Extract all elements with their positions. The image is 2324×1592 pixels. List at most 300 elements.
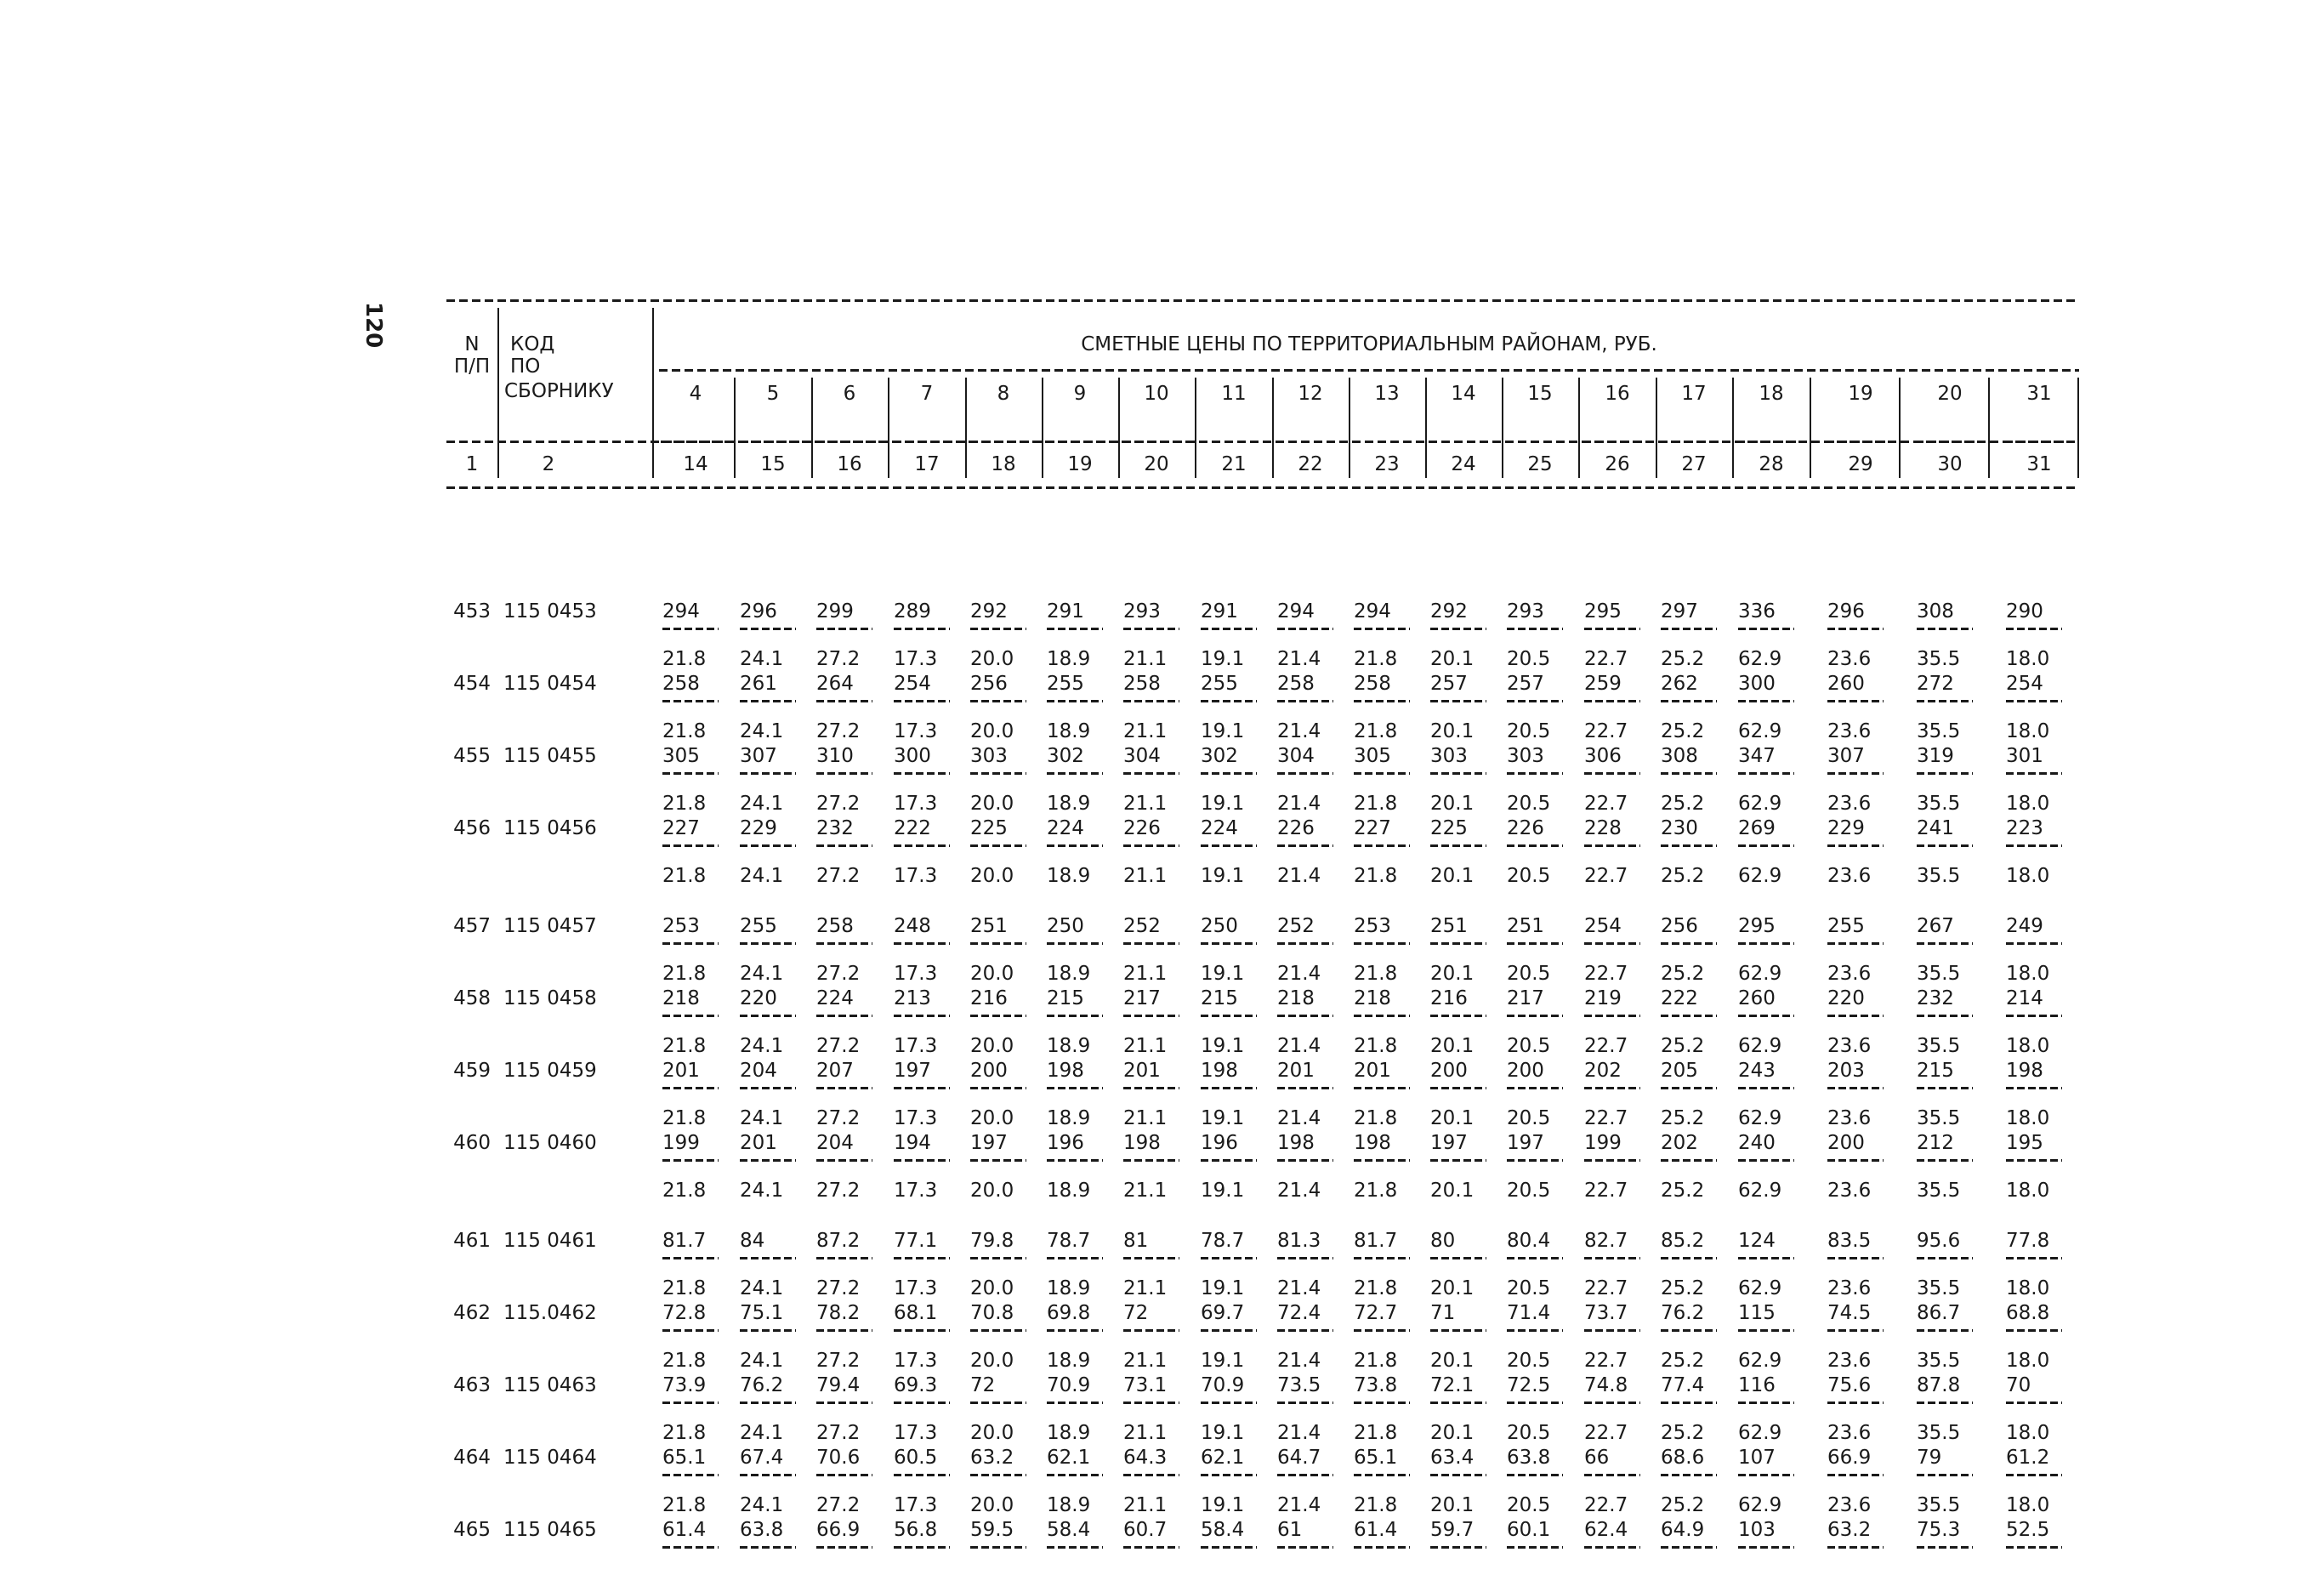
price-cell: 75.1: [740, 1302, 784, 1324]
denominator-cell: 19.1: [1201, 1422, 1245, 1444]
denominator-cell: 18.9: [1047, 648, 1091, 670]
fraction-bar: [1507, 1015, 1563, 1017]
fraction-bar: [1354, 1087, 1410, 1089]
fraction-bar: [1584, 1087, 1640, 1089]
region-number: 12: [1298, 383, 1323, 405]
region-number: 16: [1605, 383, 1630, 405]
fraction-bar: [740, 942, 796, 945]
row-number: 462: [453, 1302, 491, 1324]
fraction-bar: [1917, 1329, 1973, 1332]
fraction-bar: [816, 1015, 872, 1017]
denominator-cell: 18.0: [2006, 865, 2050, 887]
fraction-bar: [970, 942, 1026, 945]
fraction-bar: [1738, 700, 1794, 702]
col-divider: [1118, 378, 1120, 478]
row-code: 115 0457: [503, 915, 597, 937]
price-cell: 69.8: [1047, 1302, 1091, 1324]
price-cell: 68.1: [894, 1302, 938, 1324]
fraction-bar: [662, 1329, 719, 1332]
denominator-cell: 22.7: [1584, 1422, 1628, 1444]
fraction-bar: [1277, 1087, 1333, 1089]
denominator-cell: 23.6: [1827, 865, 1872, 887]
price-cell: 64.3: [1123, 1447, 1168, 1469]
region-number: 20: [1937, 383, 1963, 405]
price-cell: 307: [1827, 745, 1865, 767]
denominator-cell: 18.9: [1047, 793, 1091, 815]
denominator-cell: 21.4: [1277, 1422, 1321, 1444]
denominator-cell: 21.1: [1123, 1350, 1168, 1372]
col-divider: [1656, 378, 1657, 478]
price-cell: 198: [1123, 1132, 1161, 1154]
fraction-bar: [1507, 1402, 1563, 1404]
denominator-cell: 21.1: [1123, 648, 1168, 670]
fraction-bar: [816, 844, 872, 847]
denominator-cell: 27.2: [816, 1350, 861, 1372]
denominator-cell: 20.5: [1507, 1180, 1551, 1202]
fraction-bar: [1827, 1257, 1884, 1259]
denominator-cell: 18.0: [2006, 1035, 2050, 1057]
denominator-cell: 22.7: [1584, 793, 1628, 815]
denominator-cell: 25.2: [1661, 1350, 1705, 1372]
denominator-cell: 19.1: [1201, 1035, 1245, 1057]
price-cell: 204: [816, 1132, 854, 1154]
price-cell: 259: [1584, 673, 1622, 695]
denominator-cell: 23.6: [1827, 1107, 1872, 1129]
fraction-bar: [970, 1546, 1026, 1549]
fraction-bar: [1277, 1546, 1333, 1549]
price-cell: 198: [2006, 1060, 2043, 1082]
price-cell: 240: [1738, 1132, 1776, 1154]
fraction-bar: [1123, 1159, 1179, 1162]
fraction-bar: [970, 844, 1026, 847]
fraction-bar: [2006, 942, 2062, 945]
col-rule: [1915, 441, 1985, 443]
fraction-bar: [894, 1546, 950, 1549]
fraction-bar: [1123, 1546, 1179, 1549]
fraction-bar: [1123, 1087, 1179, 1089]
fraction-bar: [894, 1087, 950, 1089]
denominator-cell: 18.9: [1047, 865, 1091, 887]
region-column-number: 19: [1067, 453, 1093, 475]
fraction-bar: [1354, 1015, 1410, 1017]
price-cell: 261: [740, 673, 777, 695]
row-code: 115 0454: [503, 673, 597, 695]
price-cell: 295: [1584, 600, 1622, 623]
fraction-bar: [1201, 844, 1257, 847]
region-number: 10: [1144, 383, 1169, 405]
denominator-cell: 21.4: [1277, 1180, 1321, 1202]
price-cell: 303: [970, 745, 1008, 767]
price-cell: 69.7: [1201, 1302, 1245, 1324]
denominator-cell: 21.1: [1123, 865, 1168, 887]
price-cell: 296: [740, 600, 777, 623]
col-rule: [1505, 441, 1575, 443]
price-cell: 254: [1584, 915, 1622, 937]
fraction-bar: [1738, 942, 1794, 945]
fraction-bar: [1917, 700, 1973, 702]
fraction-bar: [1507, 1546, 1563, 1549]
denominator-cell: 20.5: [1507, 793, 1551, 815]
col-rule: [1429, 441, 1498, 443]
fraction-bar: [816, 1474, 872, 1476]
price-cell: 71: [1430, 1302, 1456, 1324]
fraction-bar: [662, 1159, 719, 1162]
denominator-cell: 27.2: [816, 1180, 861, 1202]
price-cell: 255: [1201, 673, 1238, 695]
denominator-cell: 21.1: [1123, 1035, 1168, 1057]
denominator-cell: 21.4: [1277, 1277, 1321, 1299]
price-cell: 67.4: [740, 1447, 784, 1469]
fraction-bar: [740, 700, 796, 702]
denominator-cell: 24.1: [740, 1350, 784, 1372]
price-cell: 347: [1738, 745, 1776, 767]
fraction-bar: [1430, 1159, 1486, 1162]
price-cell: 253: [1354, 915, 1391, 937]
price-cell: 70.9: [1047, 1374, 1091, 1396]
col-divider: [1732, 378, 1734, 478]
fraction-bar: [1738, 1087, 1794, 1089]
region-column-number: 25: [1527, 453, 1553, 475]
fraction-bar: [1430, 1329, 1486, 1332]
fraction-bar: [1123, 942, 1179, 945]
price-cell: 243: [1738, 1060, 1776, 1082]
denominator-cell: 20.5: [1507, 1277, 1551, 1299]
denominator-cell: 17.3: [894, 1422, 938, 1444]
denominator-cell: 21.8: [662, 1107, 707, 1129]
fraction-bar: [662, 1402, 719, 1404]
denominator-cell: 24.1: [740, 1180, 784, 1202]
denominator-cell: 62.9: [1738, 793, 1782, 815]
fraction-bar: [1430, 1015, 1486, 1017]
region-column-number: 31: [2026, 453, 2052, 475]
price-cell: 260: [1827, 673, 1865, 695]
price-cell: 205: [1661, 1060, 1698, 1082]
fraction-bar: [1661, 772, 1717, 775]
price-cell: 304: [1123, 745, 1161, 767]
price-cell: 204: [740, 1060, 777, 1082]
denominator-cell: 19.1: [1201, 1350, 1245, 1372]
region-column-number: 18: [991, 453, 1016, 475]
denominator-cell: 25.2: [1661, 1422, 1705, 1444]
denominator-cell: 18.9: [1047, 1277, 1091, 1299]
price-cell: 95.6: [1917, 1230, 1961, 1252]
price-cell: 294: [1354, 600, 1391, 623]
fraction-bar: [1354, 1474, 1410, 1476]
price-cell: 293: [1507, 600, 1544, 623]
fraction-bar: [1047, 1159, 1103, 1162]
fraction-bar: [970, 628, 1026, 630]
row-number: 461: [453, 1230, 491, 1252]
price-cell: 308: [1917, 600, 1954, 623]
denominator-cell: 18.9: [1047, 1350, 1091, 1372]
price-cell: 70: [2006, 1374, 2031, 1396]
denominator-cell: 27.2: [816, 1107, 861, 1129]
price-cell: 72.1: [1430, 1374, 1475, 1396]
fraction-bar: [1354, 1329, 1410, 1332]
price-cell: 85.2: [1661, 1230, 1705, 1252]
price-cell: 214: [2006, 987, 2043, 1009]
col-divider: [1349, 378, 1350, 478]
fraction-bar: [1917, 1087, 1973, 1089]
fraction-bar: [894, 628, 950, 630]
denominator-cell: 17.3: [894, 1494, 938, 1516]
denominator-cell: 21.8: [1354, 963, 1398, 985]
price-cell: 63.8: [1507, 1447, 1551, 1469]
denominator-cell: 18.0: [2006, 1180, 2050, 1202]
price-cell: 59.5: [970, 1519, 1014, 1541]
fraction-bar: [1201, 628, 1257, 630]
price-cell: 198: [1354, 1132, 1391, 1154]
col-divider: [1042, 378, 1043, 478]
price-cell: 72: [970, 1374, 996, 1396]
price-cell: 73.8: [1354, 1374, 1398, 1396]
denominator-cell: 24.1: [740, 963, 784, 985]
fraction-bar: [1354, 1257, 1410, 1259]
denominator-cell: 19.1: [1201, 648, 1245, 670]
price-cell: 216: [1430, 987, 1468, 1009]
price-cell: 256: [1661, 915, 1698, 937]
price-cell: 60.1: [1507, 1519, 1551, 1541]
price-cell: 215: [1917, 1060, 1954, 1082]
denominator-cell: 20.5: [1507, 720, 1551, 742]
price-cell: 260: [1738, 987, 1776, 1009]
row-code: 115 0461: [503, 1230, 597, 1252]
price-cell: 252: [1123, 915, 1161, 937]
price-cell: 73.5: [1277, 1374, 1321, 1396]
denominator-cell: 20.1: [1430, 1350, 1475, 1372]
fraction-bar: [1201, 1257, 1257, 1259]
price-cell: 291: [1047, 600, 1084, 623]
price-cell: 264: [816, 673, 854, 695]
fraction-bar: [816, 628, 872, 630]
denominator-cell: 24.1: [740, 865, 784, 887]
denominator-cell: 22.7: [1584, 648, 1628, 670]
denominator-cell: 18.0: [2006, 1494, 2050, 1516]
fraction-bar: [1661, 1257, 1717, 1259]
price-cell: 255: [1047, 673, 1084, 695]
fraction-bar: [1661, 1474, 1717, 1476]
denominator-cell: 25.2: [1661, 1035, 1705, 1057]
fraction-bar: [816, 700, 872, 702]
fraction-bar: [1277, 1257, 1333, 1259]
price-cell: 196: [1047, 1132, 1084, 1154]
denominator-cell: 20.5: [1507, 963, 1551, 985]
denominator-cell: 62.9: [1738, 1035, 1782, 1057]
denominator-cell: 62.9: [1738, 1494, 1782, 1516]
price-cell: 70.6: [816, 1447, 861, 1469]
region-column-number: 20: [1144, 453, 1169, 475]
denominator-cell: 20.1: [1430, 648, 1475, 670]
fraction-bar: [1047, 844, 1103, 847]
fraction-bar: [1584, 1159, 1640, 1162]
price-cell: 258: [1123, 673, 1161, 695]
price-cell: 77.8: [2006, 1230, 2050, 1252]
price-cell: 199: [1584, 1132, 1622, 1154]
fraction-bar: [1277, 1329, 1333, 1332]
fraction-bar: [662, 628, 719, 630]
price-cell: 257: [1430, 673, 1468, 695]
price-cell: 198: [1277, 1132, 1315, 1154]
col-number: 1: [465, 453, 479, 475]
fraction-bar: [1507, 628, 1563, 630]
price-cell: 197: [970, 1132, 1008, 1154]
fraction-bar: [740, 1015, 796, 1017]
price-cell: 336: [1738, 600, 1776, 623]
denominator-cell: 21.8: [1354, 1350, 1398, 1372]
denominator-cell: 18.0: [2006, 648, 2050, 670]
col-rule: [1826, 441, 1895, 443]
denominator-cell: 20.1: [1430, 963, 1475, 985]
denominator-cell: 23.6: [1827, 1180, 1872, 1202]
price-cell: 79: [1917, 1447, 1942, 1469]
denominator-cell: 22.7: [1584, 1494, 1628, 1516]
denominator-cell: 62.9: [1738, 1107, 1782, 1129]
price-cell: 72: [1123, 1302, 1149, 1324]
fraction-bar: [1738, 1159, 1794, 1162]
price-cell: 295: [1738, 915, 1776, 937]
price-cell: 86.7: [1917, 1302, 1961, 1324]
fraction-bar: [894, 1015, 950, 1017]
denominator-cell: 27.2: [816, 1277, 861, 1299]
fraction-bar: [894, 1402, 950, 1404]
denominator-cell: 21.1: [1123, 793, 1168, 815]
denominator-cell: 23.6: [1827, 1035, 1872, 1057]
price-cell: 60.5: [894, 1447, 938, 1469]
price-cell: 226: [1123, 817, 1161, 839]
price-cell: 212: [1917, 1132, 1954, 1154]
fraction-bar: [1738, 1546, 1794, 1549]
denominator-cell: 18.0: [2006, 963, 2050, 985]
denominator-cell: 25.2: [1661, 963, 1705, 985]
fraction-bar: [1123, 628, 1179, 630]
denominator-cell: 23.6: [1827, 1350, 1872, 1372]
fraction-bar: [1827, 1015, 1884, 1017]
region-number: 14: [1451, 383, 1476, 405]
col-rule: [1276, 441, 1345, 443]
denominator-cell: 62.9: [1738, 1422, 1782, 1444]
denominator-cell: 17.3: [894, 1107, 938, 1129]
col-divider: [965, 378, 967, 478]
fraction-bar: [970, 1087, 1026, 1089]
fraction-bar: [662, 1087, 719, 1089]
denominator-cell: 20.0: [970, 865, 1014, 887]
denominator-cell: 18.9: [1047, 1107, 1091, 1129]
price-cell: 72.8: [662, 1302, 707, 1324]
denominator-cell: 62.9: [1738, 1277, 1782, 1299]
price-cell: 310: [816, 745, 854, 767]
price-cell: 81: [1123, 1230, 1149, 1252]
fraction-bar: [1584, 1329, 1640, 1332]
region-number: 8: [997, 383, 1010, 405]
denominator-cell: 21.8: [662, 1350, 707, 1372]
price-cell: 58.4: [1201, 1519, 1245, 1541]
fraction-bar: [1201, 1474, 1257, 1476]
price-cell: 224: [1047, 817, 1084, 839]
fraction-bar: [1507, 1257, 1563, 1259]
price-cell: 199: [662, 1132, 700, 1154]
denominator-cell: 22.7: [1584, 1035, 1628, 1057]
fraction-bar: [1430, 1546, 1486, 1549]
denominator-cell: 21.8: [662, 1035, 707, 1057]
price-cell: 300: [894, 745, 931, 767]
price-cell: 252: [1277, 915, 1315, 937]
denominator-cell: 18.0: [2006, 1107, 2050, 1129]
price-cell: 66: [1584, 1447, 1610, 1469]
price-cell: 63.2: [1827, 1519, 1872, 1541]
price-cell: 197: [1430, 1132, 1468, 1154]
fraction-bar: [1661, 1402, 1717, 1404]
price-cell: 256: [970, 673, 1008, 695]
price-cell: 78.2: [816, 1302, 861, 1324]
denominator-cell: 20.1: [1430, 1107, 1475, 1129]
price-cell: 56.8: [894, 1519, 938, 1541]
denominator-cell: 20.0: [970, 1180, 1014, 1202]
price-cell: 201: [1354, 1060, 1391, 1082]
denominator-cell: 19.1: [1201, 793, 1245, 815]
price-cell: 203: [1827, 1060, 1865, 1082]
price-cell: 305: [662, 745, 700, 767]
price-cell: 319: [1917, 745, 1954, 767]
fraction-bar: [1507, 942, 1563, 945]
row-number: 455: [453, 745, 491, 767]
page-number: 120: [361, 302, 386, 349]
denominator-cell: 21.8: [662, 1422, 707, 1444]
fraction-bar: [1277, 1159, 1333, 1162]
region-number: 6: [843, 383, 856, 405]
price-cell: 293: [1123, 600, 1161, 623]
fraction-bar: [1047, 1257, 1103, 1259]
fraction-bar: [1917, 1546, 1973, 1549]
fraction-bar: [1354, 772, 1410, 775]
denominator-cell: 35.5: [1917, 1350, 1961, 1372]
region-number: 11: [1221, 383, 1247, 405]
denominator-cell: 27.2: [816, 963, 861, 985]
price-cell: 250: [1047, 915, 1084, 937]
price-cell: 64.9: [1661, 1519, 1705, 1541]
price-cell: 227: [1354, 817, 1391, 839]
region-number: 4: [689, 383, 702, 405]
fraction-bar: [816, 1159, 872, 1162]
fraction-bar: [1738, 1474, 1794, 1476]
fraction-bar: [970, 1474, 1026, 1476]
price-cell: 76.2: [1661, 1302, 1705, 1324]
fraction-bar: [894, 942, 950, 945]
denominator-cell: 22.7: [1584, 720, 1628, 742]
row-code: 115 0456: [503, 817, 597, 839]
fraction-bar: [894, 1474, 950, 1476]
region-column-number: 30: [1937, 453, 1963, 475]
denominator-cell: 20.0: [970, 1350, 1014, 1372]
denominator-cell: 24.1: [740, 1494, 784, 1516]
denominator-cell: 35.5: [1917, 1107, 1961, 1129]
fraction-bar: [1277, 1402, 1333, 1404]
price-cell: 73.9: [662, 1374, 707, 1396]
col-divider: [652, 308, 654, 478]
col-divider: [1899, 378, 1901, 478]
price-cell: 62.1: [1047, 1447, 1091, 1469]
denominator-cell: 21.8: [662, 963, 707, 985]
price-cell: 124: [1738, 1230, 1776, 1252]
denominator-cell: 20.0: [970, 648, 1014, 670]
price-cell: 229: [1827, 817, 1865, 839]
fraction-bar: [2006, 628, 2062, 630]
row-code: 115 0459: [503, 1060, 597, 1082]
price-cell: 302: [1047, 745, 1084, 767]
price-cell: 79.8: [970, 1230, 1014, 1252]
col-divider: [1988, 378, 1990, 478]
denominator-cell: 25.2: [1661, 720, 1705, 742]
fraction-bar: [1507, 1087, 1563, 1089]
